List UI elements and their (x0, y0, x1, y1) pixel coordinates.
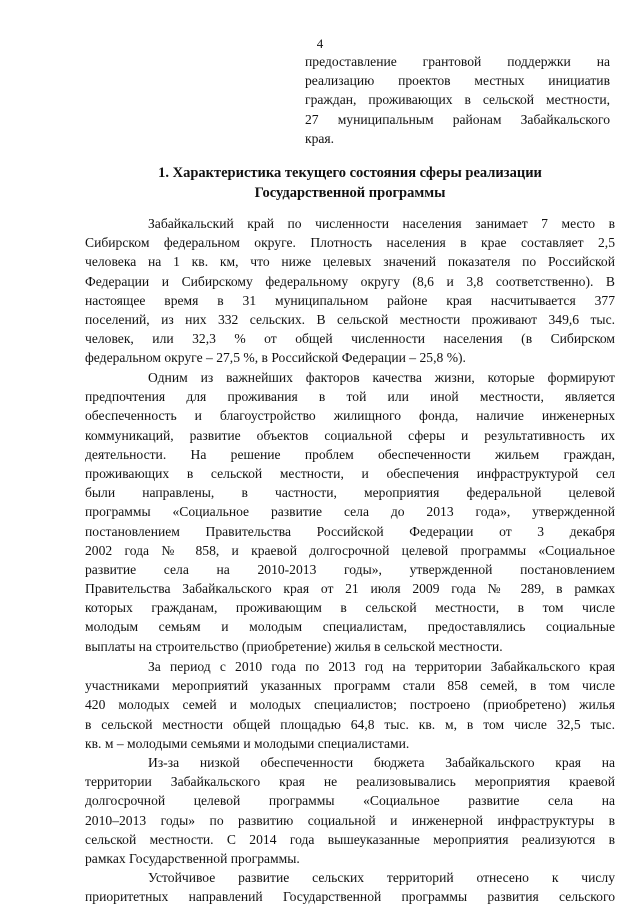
paragraph-line: участниками мероприятий указанных программ стали 858 семей, в том числе (85, 678, 615, 694)
intro-line: предоставление грантовой поддержки на (305, 54, 610, 69)
page-number: 4 (316, 36, 324, 51)
paragraph-line: рамках Государственной программы. (85, 850, 300, 866)
paragraph-line: программы «Социальное развитие села до 2013 года», утвержденной (85, 504, 615, 520)
paragraph-line: человек, или 32,3 % от общей численности населения (в Сибирском (85, 331, 615, 347)
paragraph-line: деятельности. На решение проблем обеспеченности жильем граждан, (85, 446, 615, 462)
intro-line: края. (305, 130, 335, 146)
paragraph-line: развитие села на 2010-2013 годы», утвержденной постановлением (85, 561, 615, 577)
paragraph-line: Из-за низкой обеспеченности бюджета Забайкальского края на (148, 755, 615, 770)
paragraph-population (85, 214, 615, 368)
paragraph-housing (85, 368, 615, 656)
paragraph-line: настоящее время в 31 муниципальном районе края насчитывается 377 (85, 292, 615, 308)
paragraph-line: долгосрочной целевой программы «Социальное развитие села на (85, 793, 615, 809)
paragraph-line: человека на 1 кв. км, что ниже целевых значений показателя по Российской (85, 254, 615, 270)
paragraph-line: За период с 2010 года по 2013 год на территории Забайкальского края (148, 659, 615, 674)
intro-line: реализацию проектов местных инициатив (305, 73, 610, 89)
paragraph-results (85, 657, 615, 753)
paragraph-line: в сельской местности общей площадью 64,8 тыс. кв. м, в том числе 32,5 тыс. (85, 716, 615, 732)
paragraph-budget (85, 753, 615, 868)
paragraph-line: выплаты на строительство (приобретение) жилья в сельской местности. (85, 638, 503, 654)
paragraph-line: поселений, из них 332 сельских. В сельской местности проживают 349,6 тыс. (85, 311, 615, 327)
paragraph-line: Федерации и Сибирскому федеральному округу (8,6 и 3,8 соответственно). В (85, 273, 615, 289)
intro-line: 27 муниципальным районам Забайкальского (305, 111, 610, 127)
paragraph-line: молодым семьям и молодым специалистам, предоставлялись социальные (85, 619, 615, 635)
paragraph-line: обеспеченность и благоустройство жилищного фонда, наличие инженерных (85, 408, 615, 424)
paragraph-line: постановлением Правительства Российской Федерации от 3 декабря (85, 523, 615, 539)
paragraph-line: Правительства Забайкальского края от 21 июля 2009 года № 289, в рамках (85, 581, 615, 597)
paragraph-line: территории Забайкальского края не реализовывались мероприятия краевой (85, 774, 615, 790)
paragraph-line: Сибирском федеральном округе. Плотность населения в крае составляет 2,5 (85, 235, 615, 251)
paragraph-line: которых гражданам, проживающим в сельской местности, в том числе (85, 600, 615, 616)
paragraph-line: федеральном округе – 27,5 %, в Российской Федерации – 25,8 %). (85, 350, 466, 366)
section-heading (85, 163, 615, 203)
paragraph-line: Одним из важнейших факторов качества жизни, которые формируют (148, 370, 615, 385)
paragraph-line: предпочтения для проживания в той или иной местности, является (85, 389, 615, 405)
paragraph-line: коммуникаций, развитие объектов социальной сферы и результативность их (85, 427, 615, 443)
paragraph-line: сельской местности. С 2014 года вышеуказанные мероприятия реализуются в (85, 831, 615, 847)
paragraph-line: Устойчивое развитие сельских территорий отнесено к числу (148, 870, 615, 885)
heading-line: Государственной программы (254, 185, 446, 201)
paragraph-line: 420 молодых семей и молодых специалистов; построено (приобретено) жилья (85, 697, 615, 713)
heading-line: 1. Характеристика текущего состояния сферы реализации (158, 165, 542, 181)
paragraph-line: 2010–2013 годы» по развитию социальной и инженерной инфраструктуры в (85, 812, 615, 828)
intro-line: граждан, проживающих в сельской местности, (305, 92, 610, 108)
intro-text-block (305, 52, 610, 148)
paragraph-line: проживающих в сельской местности, и обеспечения инфраструктурой сел (85, 465, 615, 481)
paragraph-line: кв. м – молодыми семьями и молодыми специалистами. (85, 735, 410, 751)
paragraph-line: приоритетных направлений Государственной программы развития сельского (85, 889, 615, 905)
paragraph-line: 2002 года № 858, и краевой долгосрочной целевой программы «Социальное (85, 542, 615, 558)
paragraph-priorities (85, 868, 615, 906)
paragraph-line: были направлены, в частности, мероприятия федеральной целевой (85, 485, 615, 501)
paragraph-line: Забайкальский край по численности населения занимает 7 место в (148, 216, 615, 231)
